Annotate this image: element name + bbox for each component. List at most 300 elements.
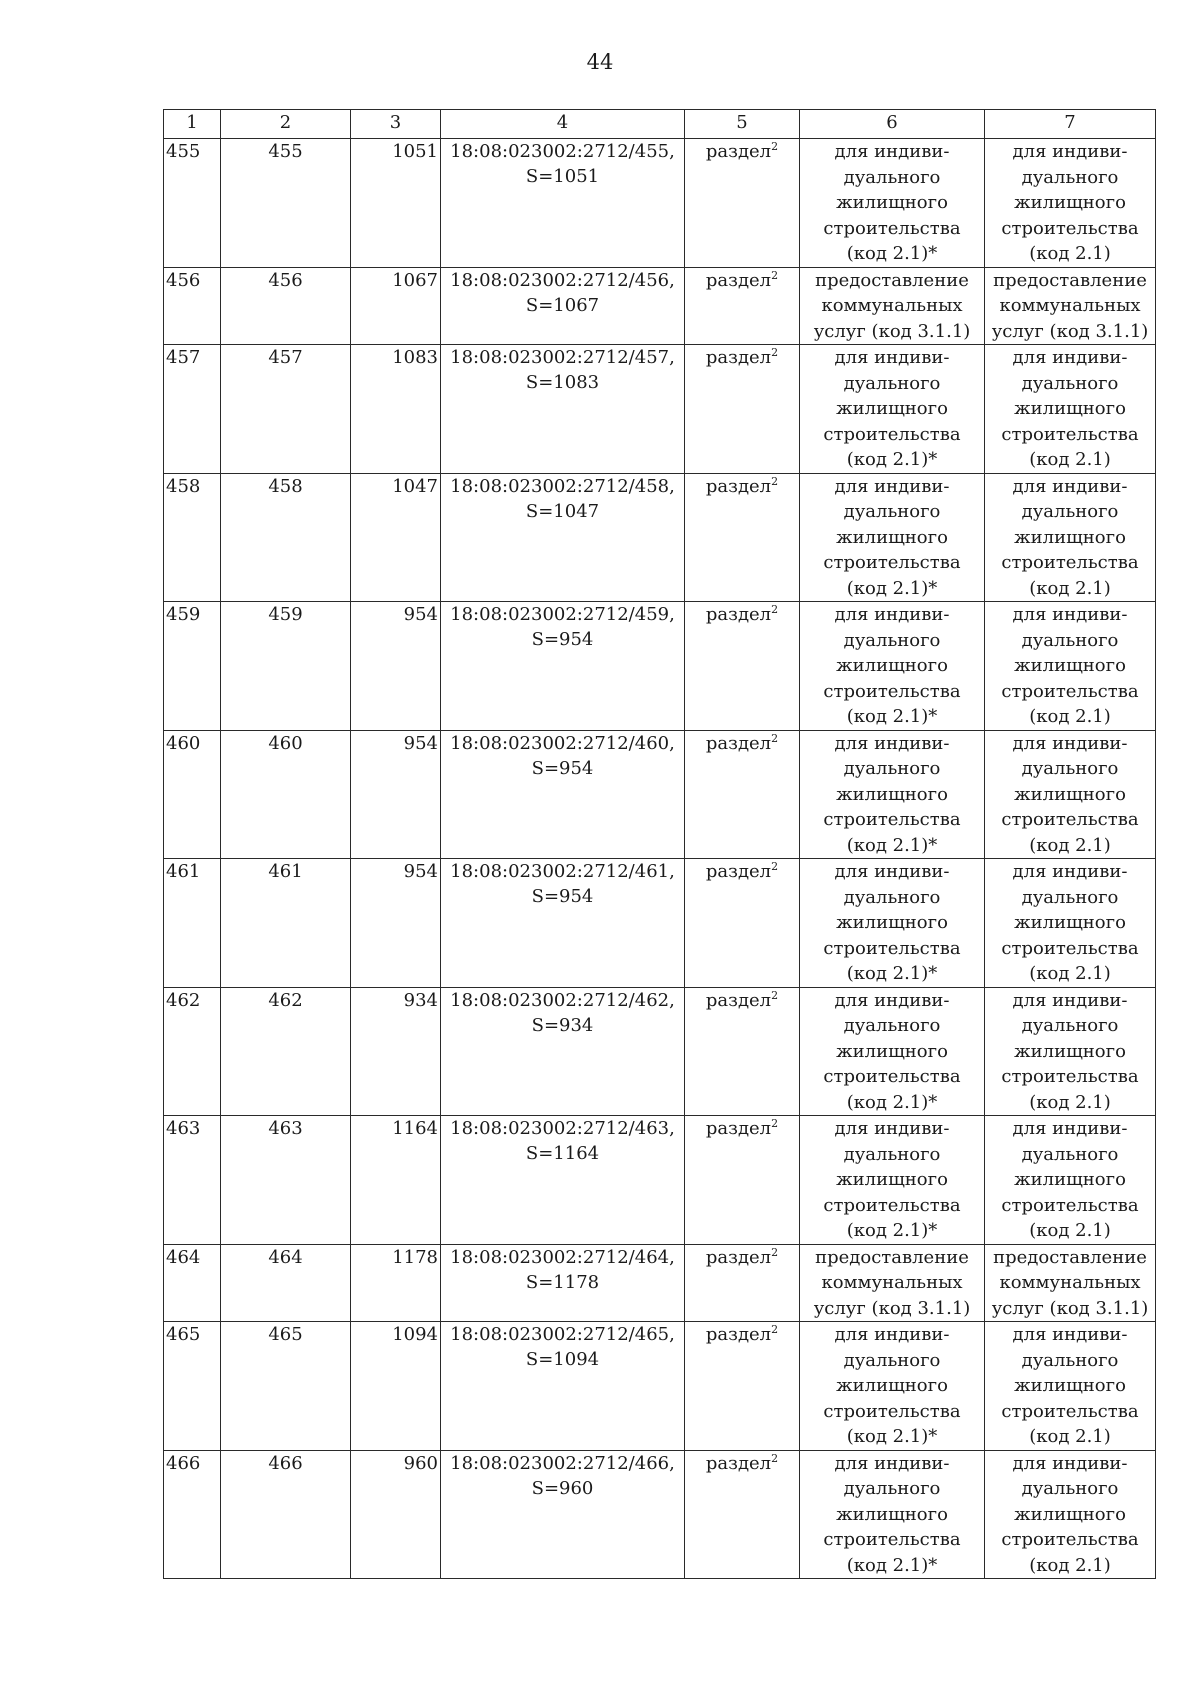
area-value: 1178	[392, 1246, 438, 1268]
footnote-mark: 2	[771, 140, 779, 153]
current-use-line: жилищного	[836, 1503, 948, 1525]
permitted-use-line: коммунальных	[999, 295, 1141, 316]
area-label: S=1178	[525, 1271, 600, 1293]
cadastral-cell	[441, 473, 685, 602]
table-row	[164, 1116, 1156, 1245]
current-use-cell	[800, 345, 985, 474]
area-value: 1051	[392, 141, 438, 162]
area-value: 1164	[392, 1118, 438, 1139]
row-number-cell	[164, 602, 221, 731]
row-number: 456	[166, 269, 201, 291]
permitted-use-line: для индиви-	[1012, 861, 1128, 882]
current-use-line: услуг (код 3.1.1)	[813, 1297, 971, 1319]
cadastral-cell	[441, 987, 685, 1116]
plot-number-cell	[221, 1322, 351, 1451]
permitted-use-cell	[985, 1244, 1156, 1322]
current-use-line: строительства	[823, 217, 961, 239]
permitted-use-cell	[985, 473, 1156, 602]
current-use-cell	[800, 1244, 985, 1322]
permitted-use-line: строительства	[1001, 217, 1139, 239]
area-label: S=1051	[525, 166, 600, 187]
table-row	[164, 139, 1156, 268]
table-row	[164, 267, 1156, 345]
current-use-line: строительства	[823, 1400, 961, 1422]
permitted-use-line: строительства	[1001, 1529, 1139, 1550]
plot-number-cell	[221, 859, 351, 988]
area-value: 960	[403, 1452, 438, 1474]
current-use-line: (код 2.1)*	[846, 449, 938, 470]
plot-number: 465	[268, 1324, 303, 1345]
method-text: раздел	[705, 732, 772, 754]
current-use-line: дуального	[843, 166, 941, 188]
plot-number: 464	[268, 1246, 303, 1268]
table-row	[164, 602, 1156, 731]
plot-number: 460	[268, 732, 303, 754]
permitted-use-cell	[985, 859, 1156, 988]
area-label: S=960	[531, 1477, 594, 1499]
method-text: раздел	[705, 269, 772, 291]
current-use-line: жилищного	[836, 1375, 948, 1396]
current-use-line: предоставление	[815, 1246, 969, 1268]
current-use-line: строительства	[823, 552, 961, 573]
page-number: 44	[586, 50, 614, 74]
permitted-use-line: для индиви-	[1012, 1452, 1128, 1474]
cadastral-cell	[441, 859, 685, 988]
method-cell	[685, 473, 800, 602]
current-use-line: строительства	[823, 1066, 961, 1087]
row-number-cell	[164, 473, 221, 602]
cadastral-number: 18:08:023002:2712/464,	[450, 1246, 675, 1268]
permitted-use-line: строительства	[1001, 680, 1139, 702]
method-cell	[685, 1322, 800, 1451]
permitted-use-line: строительства	[1001, 423, 1139, 445]
permitted-use-line: для индиви-	[1012, 347, 1128, 368]
current-use-line: (код 2.1)*	[846, 577, 938, 599]
row-number-cell	[164, 1322, 221, 1451]
permitted-use-line: жилищного	[1014, 1375, 1126, 1396]
footnote-mark: 2	[771, 346, 779, 359]
table-row	[164, 859, 1156, 988]
current-use-line: (код 2.1)*	[846, 834, 938, 856]
header-cell: 1	[164, 110, 221, 139]
plot-number: 457	[268, 347, 303, 368]
area-label: S=1067	[525, 294, 600, 316]
table-row	[164, 473, 1156, 602]
plot-number: 458	[268, 475, 303, 497]
footnote-mark: 2	[771, 603, 779, 616]
permitted-use-line: жилищного	[1014, 192, 1126, 213]
row-number: 463	[166, 1118, 201, 1139]
current-use-cell	[800, 987, 985, 1116]
footnote-mark: 2	[771, 474, 779, 488]
cadastral-cell	[441, 345, 685, 474]
current-use-line: жилищного	[836, 912, 948, 933]
area-cell	[351, 1116, 441, 1245]
cadastral-cell	[441, 1322, 685, 1451]
plot-number-cell	[221, 1116, 351, 1245]
row-number-cell	[164, 1116, 221, 1245]
area-value: 954	[403, 861, 438, 882]
row-number: 457	[166, 347, 201, 368]
current-use-line: жилищного	[836, 192, 948, 213]
cadastral-number: 18:08:023002:2712/456,	[450, 269, 675, 291]
area-label: S=1083	[525, 372, 600, 393]
permitted-use-line: дуального	[1021, 501, 1119, 522]
method-cell	[685, 1244, 800, 1322]
footnote-mark: 2	[771, 988, 779, 1002]
header-cell: 3	[351, 110, 441, 139]
method-text: раздел	[705, 1452, 772, 1474]
permitted-use-line: (код 2.1)	[1029, 577, 1111, 599]
method-text: раздел	[705, 475, 772, 497]
permitted-use-cell	[985, 987, 1156, 1116]
cadastral-cell	[441, 1116, 685, 1245]
area-cell	[351, 602, 441, 731]
permitted-use-line: жилищного	[1014, 1169, 1126, 1190]
current-use-cell	[800, 267, 985, 345]
method-text: раздел	[705, 604, 772, 625]
current-use-line: для индиви-	[834, 141, 950, 162]
area-label: S=934	[531, 1014, 594, 1036]
area-value: 1083	[392, 347, 438, 368]
current-use-line: (код 2.1)*	[846, 706, 938, 727]
method-cell	[685, 602, 800, 731]
cadastral-number: 18:08:023002:2712/459,	[450, 604, 675, 625]
row-number-cell	[164, 1450, 221, 1579]
area-label: S=954	[531, 629, 594, 650]
current-use-line: дуального	[843, 758, 941, 779]
cadastral-cell	[441, 1244, 685, 1322]
permitted-use-line: строительства	[1001, 1400, 1139, 1422]
footnote-mark: 2	[771, 1323, 779, 1336]
plot-number: 461	[268, 861, 303, 882]
method-cell	[685, 987, 800, 1116]
permitted-use-line: дуального	[1021, 629, 1119, 651]
permitted-use-line: (код 2.1)	[1029, 834, 1111, 856]
area-label: S=1094	[525, 1349, 600, 1370]
permitted-use-line: дуального	[1021, 372, 1119, 394]
plot-number-cell	[221, 1450, 351, 1579]
current-use-line: услуг (код 3.1.1)	[813, 320, 971, 342]
method-text: раздел	[705, 1246, 772, 1268]
permitted-use-line: для индиви-	[1012, 604, 1128, 625]
current-use-line: строительства	[823, 937, 961, 959]
row-number-cell	[164, 267, 221, 345]
current-use-line: коммунальных	[821, 295, 963, 316]
permitted-use-cell	[985, 602, 1156, 731]
permitted-use-line: (код 2.1)	[1029, 449, 1111, 470]
row-number: 465	[166, 1324, 201, 1345]
table-row	[164, 1450, 1156, 1579]
area-value: 934	[403, 989, 438, 1011]
row-number: 458	[166, 475, 201, 497]
current-use-line: для индиви-	[834, 604, 950, 625]
table-row	[164, 1244, 1156, 1322]
permitted-use-cell	[985, 139, 1156, 268]
current-use-line: дуального	[843, 1478, 941, 1499]
permitted-use-cell	[985, 1322, 1156, 1451]
area-value: 954	[403, 604, 438, 625]
row-number-cell	[164, 345, 221, 474]
plot-number: 462	[268, 989, 303, 1011]
area-value: 954	[403, 732, 438, 754]
current-use-line: для индиви-	[834, 347, 950, 368]
plot-number-cell	[221, 267, 351, 345]
permitted-use-line: дуального	[1021, 886, 1119, 908]
cadastral-number: 18:08:023002:2712/461,	[450, 861, 675, 882]
area-cell	[351, 1244, 441, 1322]
current-use-line: (код 2.1)*	[846, 243, 938, 264]
current-use-cell	[800, 139, 985, 268]
plot-number: 455	[268, 141, 303, 162]
permitted-use-line: дуального	[1021, 1349, 1119, 1371]
cadastral-number: 18:08:023002:2712/460,	[450, 732, 675, 754]
permitted-use-line: жилищного	[1014, 1503, 1126, 1525]
method-cell	[685, 345, 800, 474]
table-body	[164, 139, 1156, 1579]
table-row	[164, 987, 1156, 1116]
current-use-line: предоставление	[815, 269, 969, 291]
area-value: 1067	[392, 269, 438, 291]
row-number: 461	[166, 861, 201, 882]
permitted-use-line: жилищного	[1014, 398, 1126, 419]
method-cell	[685, 139, 800, 268]
permitted-use-line: строительства	[1001, 809, 1139, 830]
current-use-line: для индиви-	[834, 989, 950, 1011]
table-row	[164, 730, 1156, 859]
table-header	[164, 110, 1156, 139]
plot-number: 456	[268, 269, 303, 291]
current-use-line: строительства	[823, 1194, 961, 1216]
header-cell: 2	[221, 110, 351, 139]
permitted-use-line: для индиви-	[1012, 1118, 1128, 1139]
permitted-use-cell	[985, 267, 1156, 345]
area-label: S=954	[531, 886, 594, 907]
cadastral-number: 18:08:023002:2712/457,	[450, 347, 675, 368]
current-use-line: жилищного	[836, 398, 948, 419]
current-use-line: дуального	[843, 886, 941, 908]
current-use-line: для индиви-	[834, 475, 950, 497]
area-value: 1094	[392, 1324, 438, 1345]
footnote-mark: 2	[771, 1451, 779, 1465]
permitted-use-line: (код 2.1)	[1029, 963, 1111, 984]
permitted-use-line: для индиви-	[1012, 732, 1128, 754]
permitted-use-line: (код 2.1)	[1029, 1554, 1111, 1576]
current-use-line: дуального	[843, 1015, 941, 1036]
permitted-use-line: дуального	[1021, 758, 1119, 779]
row-number-cell	[164, 859, 221, 988]
row-number-cell	[164, 730, 221, 859]
row-number-cell	[164, 139, 221, 268]
current-use-line: для индиви-	[834, 1118, 950, 1139]
area-cell	[351, 473, 441, 602]
cadastral-cell	[441, 730, 685, 859]
current-use-line: дуального	[843, 501, 941, 522]
footnote-mark: 2	[771, 860, 779, 873]
table-row	[164, 345, 1156, 474]
plot-number-cell	[221, 987, 351, 1116]
method-text: раздел	[705, 861, 772, 882]
cadastral-number: 18:08:023002:2712/463,	[450, 1118, 675, 1139]
footnote-mark: 2	[771, 731, 779, 745]
footnote-mark: 2	[771, 1117, 779, 1130]
permitted-use-line: строительства	[1001, 1066, 1139, 1087]
plot-number-cell	[221, 345, 351, 474]
current-use-cell	[800, 859, 985, 988]
permitted-use-line: предоставление	[993, 269, 1147, 291]
area-value: 1047	[392, 475, 438, 497]
permitted-use-line: для индиви-	[1012, 1324, 1128, 1345]
cadastral-number: 18:08:023002:2712/466,	[450, 1452, 675, 1474]
footnote-mark: 2	[771, 1245, 779, 1259]
cadastral-cell	[441, 602, 685, 731]
permitted-use-line: для индиви-	[1012, 475, 1128, 497]
row-number: 462	[166, 989, 201, 1011]
current-use-line: дуального	[843, 372, 941, 394]
plot-number: 459	[268, 604, 303, 625]
area-cell	[351, 345, 441, 474]
plot-number: 466	[268, 1452, 303, 1474]
cadastral-number: 18:08:023002:2712/458,	[450, 475, 675, 497]
permitted-use-line: услуг (код 3.1.1)	[991, 320, 1149, 342]
permitted-use-line: предоставление	[993, 1246, 1147, 1268]
plot-number-cell	[221, 730, 351, 859]
footnote-mark: 2	[771, 268, 779, 282]
header-cell: 4	[441, 110, 685, 139]
area-label: S=1047	[525, 500, 600, 522]
current-use-line: (код 2.1)*	[846, 963, 938, 984]
land-plots-table	[163, 109, 1156, 1579]
current-use-line: дуального	[843, 629, 941, 651]
area-cell	[351, 267, 441, 345]
plot-number-cell	[221, 602, 351, 731]
area-label: S=1164	[525, 1143, 600, 1164]
current-use-line: жилищного	[836, 526, 948, 548]
cadastral-number: 18:08:023002:2712/465,	[450, 1324, 675, 1345]
permitted-use-line: (код 2.1)	[1029, 706, 1111, 727]
permitted-use-cell	[985, 1450, 1156, 1579]
permitted-use-line: дуального	[1021, 1478, 1119, 1499]
permitted-use-line: дуального	[1021, 1143, 1119, 1165]
method-text: раздел	[705, 989, 772, 1011]
current-use-line: строительства	[823, 809, 961, 830]
current-use-line: для индиви-	[834, 732, 950, 754]
cadastral-cell	[441, 1450, 685, 1579]
method-text: раздел	[705, 141, 772, 162]
permitted-use-line: дуального	[1021, 1015, 1119, 1036]
area-cell	[351, 1322, 441, 1451]
method-cell	[685, 1116, 800, 1245]
current-use-line: жилищного	[836, 655, 948, 676]
area-cell	[351, 987, 441, 1116]
current-use-cell	[800, 730, 985, 859]
area-cell	[351, 139, 441, 268]
permitted-use-line: для индиви-	[1012, 989, 1128, 1011]
permitted-use-line: жилищного	[1014, 912, 1126, 933]
permitted-use-line: (код 2.1)	[1029, 1091, 1111, 1113]
header-cell: 6	[800, 110, 985, 139]
table-row	[164, 1322, 1156, 1451]
cadastral-cell	[441, 139, 685, 268]
current-use-line: жилищного	[836, 1040, 948, 1062]
method-cell	[685, 859, 800, 988]
cadastral-number: 18:08:023002:2712/462,	[450, 989, 675, 1011]
plot-number-cell	[221, 473, 351, 602]
current-use-line: для индиви-	[834, 861, 950, 882]
permitted-use-line: коммунальных	[999, 1272, 1141, 1293]
row-number: 464	[166, 1246, 201, 1268]
permitted-use-line: (код 2.1)	[1029, 1220, 1111, 1241]
row-number-cell	[164, 1244, 221, 1322]
current-use-line: (код 2.1)*	[846, 1426, 938, 1447]
row-number: 459	[166, 604, 201, 625]
current-use-line: строительства	[823, 1529, 961, 1550]
cadastral-number: 18:08:023002:2712/455,	[450, 141, 675, 162]
current-use-line: строительства	[823, 423, 961, 445]
permitted-use-cell	[985, 730, 1156, 859]
permitted-use-line: дуального	[1021, 166, 1119, 188]
row-number: 466	[166, 1452, 201, 1474]
row-number-cell	[164, 987, 221, 1116]
header-cell: 7	[985, 110, 1156, 139]
permitted-use-line: жилищного	[1014, 655, 1126, 676]
cadastral-cell	[441, 267, 685, 345]
permitted-use-line: жилищного	[1014, 1040, 1126, 1062]
current-use-line: для индиви-	[834, 1324, 950, 1345]
area-label: S=954	[531, 757, 594, 779]
method-text: раздел	[705, 1118, 772, 1139]
current-use-line: (код 2.1)*	[846, 1091, 938, 1113]
current-use-line: коммунальных	[821, 1272, 963, 1293]
permitted-use-line: жилищного	[1014, 783, 1126, 805]
permitted-use-line: строительства	[1001, 552, 1139, 573]
method-cell	[685, 267, 800, 345]
permitted-use-cell	[985, 1116, 1156, 1245]
current-use-line: дуального	[843, 1349, 941, 1371]
header-row	[164, 110, 1156, 139]
row-number: 455	[166, 141, 201, 162]
current-use-line: (код 2.1)*	[846, 1220, 938, 1241]
plot-number-cell	[221, 139, 351, 268]
current-use-line: жилищного	[836, 783, 948, 805]
permitted-use-line: услуг (код 3.1.1)	[991, 1297, 1149, 1319]
current-use-cell	[800, 1322, 985, 1451]
method-text: раздел	[705, 347, 772, 368]
current-use-line: жилищного	[836, 1169, 948, 1190]
permitted-use-line: для индиви-	[1012, 141, 1128, 162]
current-use-cell	[800, 1450, 985, 1579]
method-cell	[685, 730, 800, 859]
area-cell	[351, 859, 441, 988]
method-text: раздел	[705, 1324, 772, 1345]
permitted-use-line: строительства	[1001, 937, 1139, 959]
current-use-line: дуального	[843, 1143, 941, 1165]
current-use-line: строительства	[823, 680, 961, 702]
header-cell: 5	[685, 110, 800, 139]
permitted-use-line: (код 2.1)	[1029, 1426, 1111, 1447]
area-cell	[351, 1450, 441, 1579]
current-use-cell	[800, 602, 985, 731]
permitted-use-line: строительства	[1001, 1194, 1139, 1216]
row-number: 460	[166, 732, 201, 754]
permitted-use-line: (код 2.1)	[1029, 243, 1111, 264]
permitted-use-line: жилищного	[1014, 526, 1126, 548]
current-use-line: (код 2.1)*	[846, 1554, 938, 1576]
method-cell	[685, 1450, 800, 1579]
plot-number-cell	[221, 1244, 351, 1322]
current-use-cell	[800, 473, 985, 602]
current-use-cell	[800, 1116, 985, 1245]
